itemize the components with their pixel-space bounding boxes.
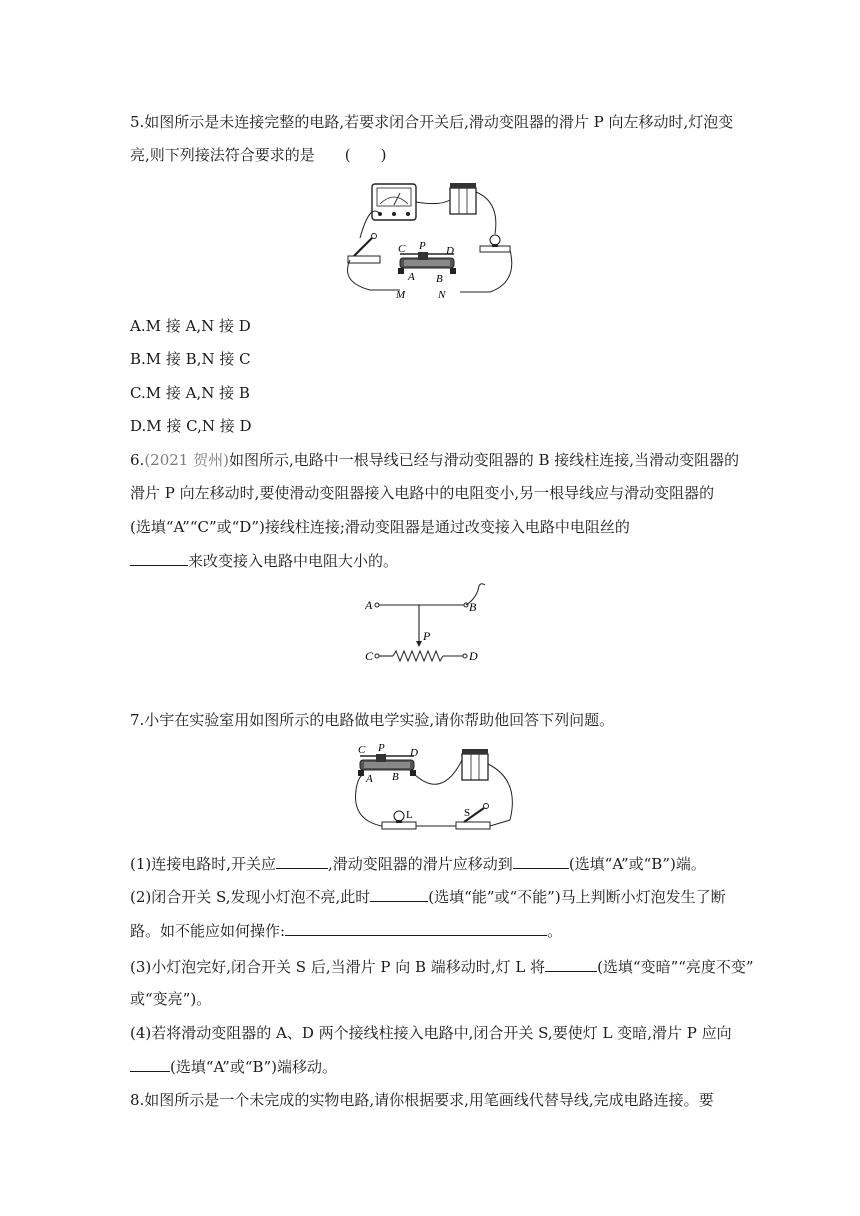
q6-stem-line2: 滑片 P 向左移动时,要使滑动变阻器接入电路中的电阻变小,另一根导线应与滑动变阻器的 xyxy=(130,484,715,502)
q7-part4-line2: (选填“A”或“B”)端移动。 xyxy=(130,1056,337,1077)
label-b: B xyxy=(469,600,477,614)
q7-blank-6[interactable] xyxy=(130,1056,170,1072)
label-s: S xyxy=(464,807,471,819)
q7-part2-line1: (2)闭合开关 S,发现小灯泡不亮,此时 (选填“能”或“不能”)马上判断小灯泡发生了断 xyxy=(130,888,726,906)
label-b: B xyxy=(392,771,399,783)
label-d: D xyxy=(446,245,454,257)
q6-rheostat-diagram xyxy=(365,582,495,664)
q7-circuit-figure xyxy=(352,740,522,835)
q7-part4-line1: (4)若将滑动变阻器的 A、D 两个接线柱接入电路中,闭合开关 S,要使灯 L 变暗,滑片 P 应向 xyxy=(130,1024,732,1042)
switch-icon xyxy=(348,234,380,264)
label-d: D xyxy=(410,747,418,759)
q5-option-d: D.M 接 C,N 接 D xyxy=(130,417,252,435)
battery-icon xyxy=(462,749,488,780)
q6-stem-line4: 来改变接入电路中电阻大小的。 xyxy=(130,550,398,571)
q5-option-c: C.M 接 A,N 接 B xyxy=(130,384,250,402)
q7-blank-5[interactable] xyxy=(545,956,597,972)
q5-option-a: A.M 接 A,N 接 D xyxy=(130,317,251,335)
label-n: N xyxy=(438,289,446,301)
label-c: C xyxy=(365,649,374,663)
q7-stem: 7.小宇在实验室用如图所示的电路做电学实验,请你帮助他回答下列问题。 xyxy=(130,711,615,729)
q6-stem-line1: 6.(2021 贺州)如图所示,电路中一根导线已经与滑动变阻器的 B 接线柱连接,当滑动变阻器的 xyxy=(130,451,740,469)
q5-stem-line1: 5.如图所示是未连接完整的电路,若要求闭合开关后,滑动变阻器的滑片 P 向左移动时,灯泡变 xyxy=(130,113,734,131)
label-p: P xyxy=(423,629,431,643)
battery-icon xyxy=(450,183,476,214)
switch-icon xyxy=(456,804,490,830)
label-a: A xyxy=(408,271,415,283)
q5-option-b: B.M 接 B,N 接 C xyxy=(130,350,251,368)
q7-part2-line2: 路。如不能应如何操作: 。 xyxy=(130,922,563,940)
label-a: A xyxy=(365,598,373,612)
label-a: A xyxy=(366,773,373,785)
q7-blank-2[interactable] xyxy=(513,853,569,869)
label-c: C xyxy=(398,243,406,255)
q6-stem-line3: (选填“A”“C”或“D”)接线柱连接;滑动变阻器是通过改变接入电路中电阻丝的 xyxy=(130,518,630,536)
q7-blank-4[interactable] xyxy=(285,920,547,936)
q7-part3-line1: (3)小灯泡完好,闭合开关 S 后,当滑片 P 向 B 端移动时,灯 L 将 (选填“变暗”“亮度不变” xyxy=(130,958,754,976)
label-m: M xyxy=(396,289,406,301)
q6-blank-2[interactable] xyxy=(130,550,188,566)
label-l: L xyxy=(406,809,413,821)
label-p: P xyxy=(419,240,426,252)
label-b: B xyxy=(436,273,443,285)
label-d: D xyxy=(469,649,478,663)
q7-part3-line2: 或“变亮”)。 xyxy=(130,990,212,1008)
q5-stem-line2: 亮,则下列接法符合要求的是 ( ) xyxy=(130,146,387,164)
q7-blank-1[interactable] xyxy=(276,853,328,869)
label-p: P xyxy=(378,742,385,754)
q7-part1: (1)连接电路时,开关应 ,滑动变阻器的滑片应移动到 (选填“A”或“B”)端。 xyxy=(130,855,706,873)
q5-circuit-figure xyxy=(340,172,530,302)
label-c: C xyxy=(358,744,366,756)
q6-source: (2021 贺州) xyxy=(144,451,229,469)
lamp-icon xyxy=(480,235,510,252)
ammeter-icon xyxy=(372,184,416,220)
q8-stem-line1: 8.如图所示是一个未完成的实物电路,请你根据要求,用笔画线代替导线,完成电路连接。要 xyxy=(130,1091,714,1109)
q7-blank-3[interactable] xyxy=(370,886,428,902)
